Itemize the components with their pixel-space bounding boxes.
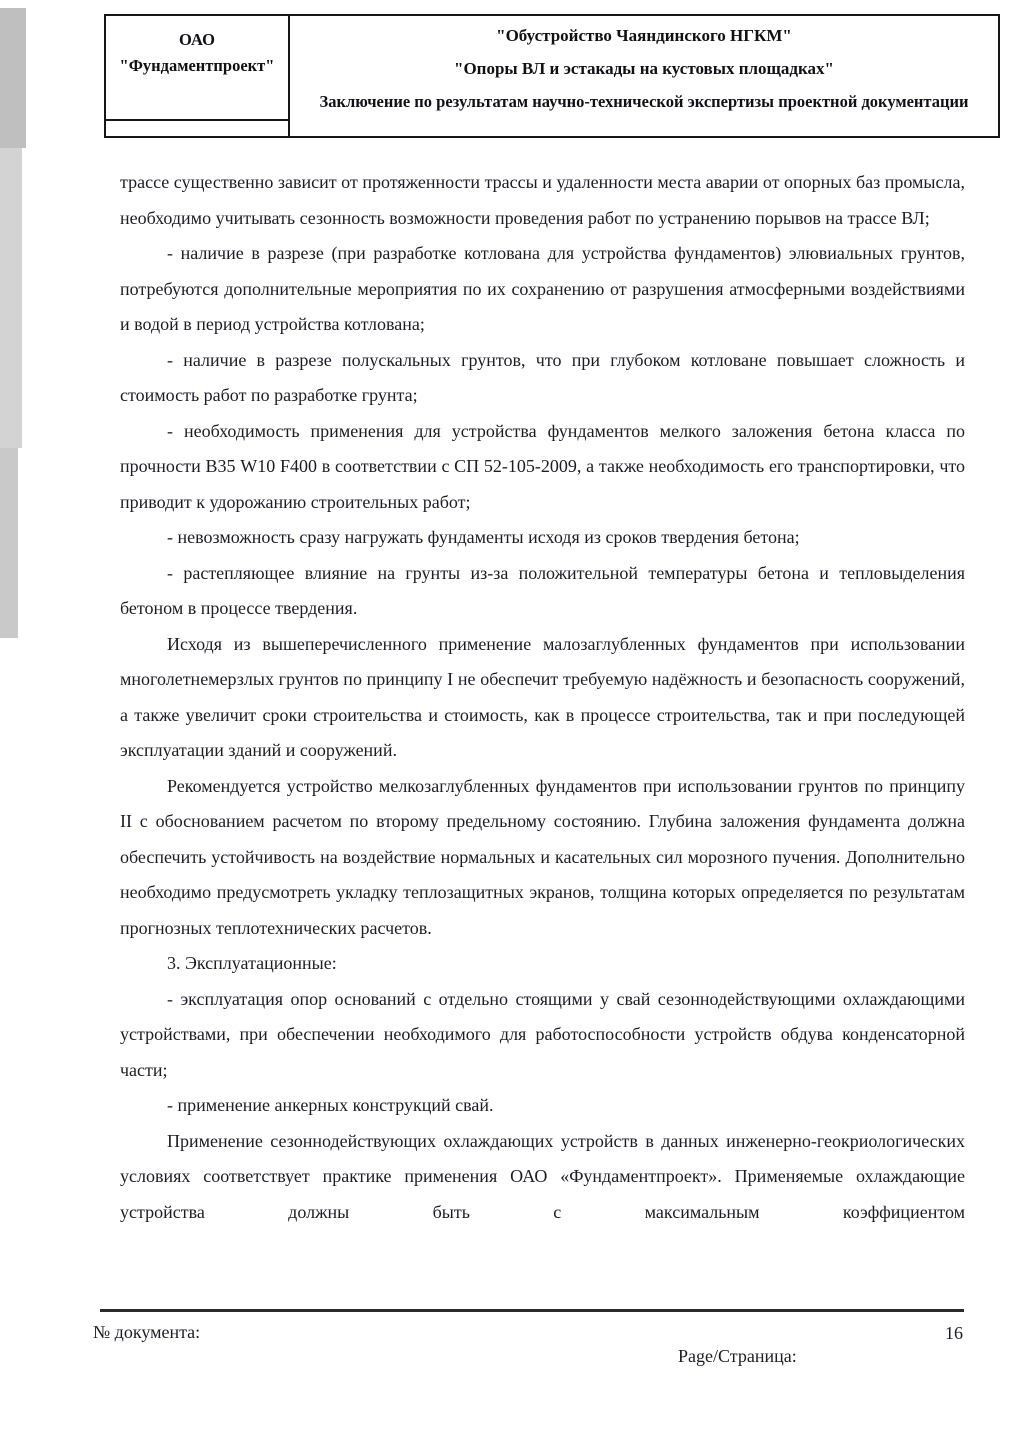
paragraph: - наличие в разрезе (при разработке котлована для устройства фундаментов) элювиальных грунтов, потребуются дополнительные мероприятия по их сохранению от разрушения атмосферными воздействиями и водой в период устройства котлована; (120, 243, 965, 334)
scan-artifact (0, 448, 18, 638)
title-block-divider-line (106, 119, 288, 121)
footer-rule (100, 1309, 964, 1312)
paragraph: Применение сезоннодействующих охлаждающих устройств в данных инженерно-геокриологических условиях соответствует практике применения ОАО «Фундаментпроект». Применяемые охлаждающие устройства должны быть с максимальным коэффициентом (120, 1130, 965, 1222)
paragraph: - невозможность сразу нагружать фундаменты исходя из сроков твердения бетона; (167, 527, 800, 547)
paragraph: - применение анкерных конструкций свай. (167, 1095, 494, 1115)
paragraph: - необходимость применения для устройства фундаментов мелкого заложения бетона класса по прочности В35 W10 F400 в соответствии с СП 52-105-2009, а также необходимость его транспортировки, что приводит к удорожанию строительных работ; (120, 420, 965, 512)
title-block-org-cell (106, 16, 290, 136)
page-number: 16 (945, 1323, 963, 1343)
title-block-project-cell (290, 16, 998, 136)
paragraph: - наличие в разрезе полускальных грунтов, что при глубоком котловане повышает сложность и стоимость работ по разработке грунта; (120, 349, 965, 405)
paragraph: - растепляющее влияние на грунты из-за положительной температуры бетона и тепловыделения бетоном в процессе твердения. (120, 562, 965, 618)
paragraph: 3. Эксплуатационные: (167, 953, 337, 973)
scan-artifact (0, 148, 22, 448)
project-title: "Обустройство Чаяндинского НГКМ" (496, 26, 792, 45)
paragraph: Исходя из вышеперечисленного применение малозаглубленных фундаментов при использовании многолетнемерзлых грунтов по принципу I не обеспечит требуемую надёжность и безопасность сооружений, а также увеличит сроки строительства и стоимость, как в процессе строительства, так и при последующей эксплуатации зданий и сооружений. (120, 633, 965, 760)
document-body (120, 165, 965, 1230)
paragraph: - эксплуатация опор оснований с отдельно стоящими у свай сезоннодействующими охлаждающими устройствами, при обеспечении необходимого для работоспособности устройств обдува конденсаторной части; (120, 988, 965, 1080)
paragraph: трассе существенно зависит от протяженности трассы и удаленности места аварии от опорных баз промысла, необходимо учитывать сезонность возможности проведения работ по устранению порывов на трассе ВЛ; (120, 172, 965, 228)
doc-number-label: № документа: (93, 1322, 201, 1342)
org-name: ОАО "Фундаментпроект" (119, 30, 275, 75)
title-block (104, 14, 1000, 138)
object-title: "Опоры ВЛ и эстакады на кустовых площадках" (454, 59, 834, 78)
paragraph: Рекомендуется устройство мелкозаглубленных фундаментов при использовании грунтов по принципу II с обоснованием расчетом по второму предельному состоянию. Глубина заложения фундамента должна обеспечить устойчивость на воздействие нормальных и касательных сил морозного пучения. Дополнительно необходимо предусмотреть укладку теплозащитных экранов, толщина которых определяется по результатам прогнозных теплотехнических расчетов. (120, 775, 965, 938)
scan-artifact (0, 8, 26, 148)
document-type: Заключение по результатам научно-технической экспертизы проектной документации (319, 92, 969, 111)
page-label: Page/Страница: (678, 1346, 797, 1366)
